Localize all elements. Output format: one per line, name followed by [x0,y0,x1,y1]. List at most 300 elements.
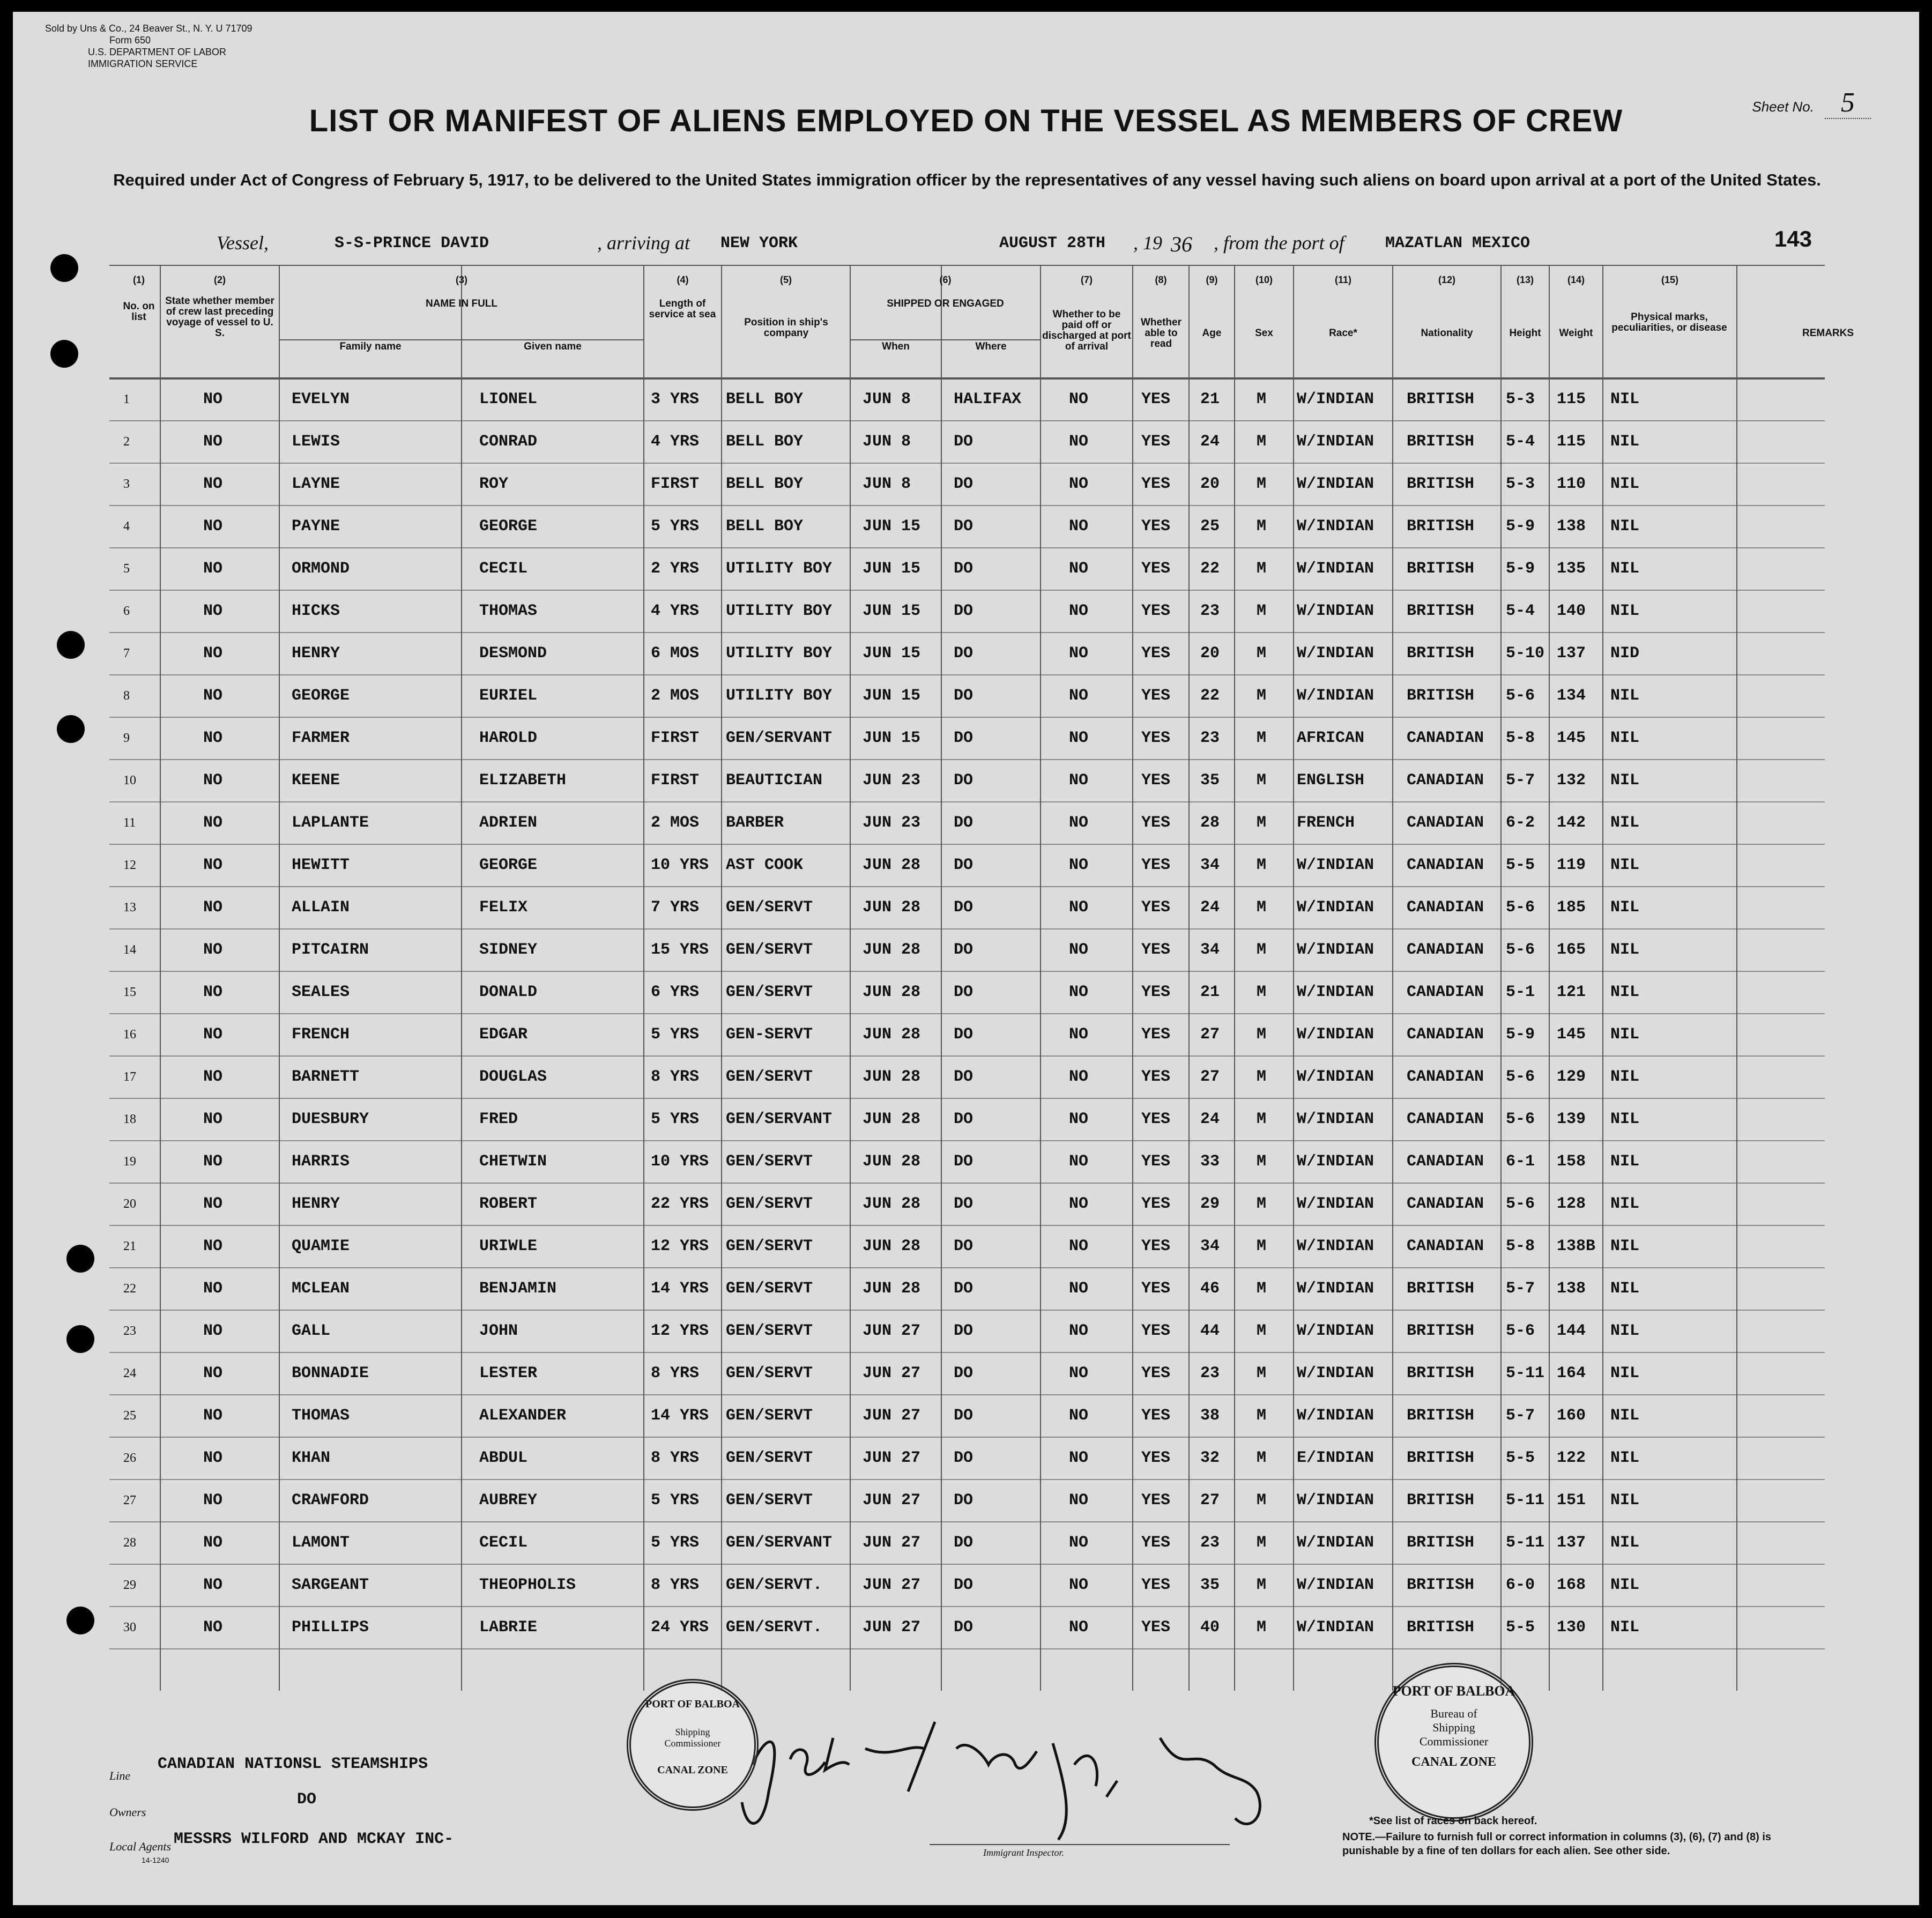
height-cell: 5-9 [1506,1025,1535,1044]
paid-off-cell: NO [1069,1491,1089,1510]
family-name-cell: HARRIS [292,1153,350,1171]
height-cell: 5-7 [1506,771,1535,790]
row-number: 5 [123,562,130,576]
shipped-when-cell: JUN 28 [863,1237,921,1255]
previous-voyage-cell: NO [203,1068,223,1086]
shipped-where-cell: DO [954,1280,974,1298]
paid-off-cell: NO [1069,814,1089,832]
binder-hole [50,340,78,368]
service-cell: 8 YRS [651,1364,700,1382]
height-cell: 5-8 [1506,729,1535,747]
marks-cell: NIL [1610,687,1640,705]
sex-cell: M [1257,941,1267,959]
age-cell: 22 [1200,560,1220,578]
age-cell: 35 [1200,771,1220,790]
table-row [109,1014,1825,1056]
family-name-cell: BONNADIE [292,1364,369,1382]
given-name-cell: ALEXANDER [479,1407,567,1425]
row-number: 24 [123,1366,136,1380]
paid-off-cell: NO [1069,1364,1089,1382]
weight-cell: 138B [1557,1237,1596,1255]
manifest-sheet [13,12,1919,1905]
position-cell: GEN/SERVT [726,1237,813,1255]
weight-cell: 145 [1557,1025,1586,1044]
shipped-when-cell: JUN 8 [863,390,911,408]
previous-voyage-cell: NO [203,1618,223,1637]
shipped-where-cell: DO [954,1322,974,1340]
service-cell: 15 YRS [651,941,709,959]
able-to-read-cell: YES [1141,475,1171,493]
shipped-where-cell: DO [954,602,974,620]
given-name-cell: FRED [479,1110,518,1128]
line-value: CANADIAN NATIONSL STEAMSHIPS [158,1755,428,1773]
shipped-where-cell: DO [954,1449,974,1467]
shipped-where-cell: DO [954,1153,974,1171]
previous-voyage-cell: NO [203,1491,223,1510]
shipped-when-cell: JUN 27 [863,1322,921,1340]
age-cell: 44 [1200,1322,1220,1340]
paid-off-cell: NO [1069,856,1089,874]
vessel-name: S-S-PRINCE DAVID [335,234,489,252]
shipped-where-cell: DO [954,856,974,874]
height-cell: 5-8 [1506,1237,1535,1255]
able-to-read-cell: YES [1141,687,1171,705]
age-cell: 23 [1200,602,1220,620]
height-cell: 5-11 [1506,1491,1545,1510]
weight-cell: 158 [1557,1153,1586,1171]
weight-cell: 130 [1557,1618,1586,1637]
row-number: 12 [123,858,136,872]
shipped-when-cell: JUN 28 [863,1280,921,1298]
sex-cell: M [1257,898,1267,917]
header-where: Where [975,341,1007,352]
stamp-text: CANAL ZONE [657,1764,728,1776]
given-name-cell: LIONEL [479,390,538,408]
sex-cell: M [1257,1576,1267,1594]
family-name-cell: FRENCH [292,1025,350,1044]
stamp-text: Bureau of [1430,1707,1477,1720]
table-row [109,1310,1825,1352]
given-name-cell: ELIZABETH [479,771,567,790]
table-row [109,929,1825,971]
able-to-read-cell: YES [1141,1025,1171,1044]
shipped-when-cell: JUN 15 [863,687,921,705]
race-cell: W/INDIAN [1297,602,1374,620]
age-cell: 24 [1200,1110,1220,1128]
given-name-cell: CECIL [479,1534,528,1552]
able-to-read-cell: YES [1141,898,1171,917]
service-cell: FIRST [651,475,700,493]
paid-off-cell: NO [1069,687,1089,705]
position-cell: GEN/SERVT [726,1364,813,1382]
marks-cell: NIL [1610,475,1640,493]
stamp-text: PORT OF BALBOA [645,1698,740,1710]
nationality-cell: BRITISH [1407,1534,1475,1552]
previous-voyage-cell: NO [203,1237,223,1255]
position-cell: GEN/SERVT [726,1068,813,1086]
owners-label: Owners [109,1805,146,1819]
given-name-cell: ROBERT [479,1195,538,1213]
col-num: (10) [1255,274,1273,285]
able-to-read-cell: YES [1141,433,1171,451]
previous-voyage-cell: NO [203,941,223,959]
weight-cell: 144 [1557,1322,1586,1340]
given-name-cell: AUBREY [479,1491,538,1510]
nationality-cell: CANADIAN [1407,729,1484,747]
family-name-cell: QUAMIE [292,1237,350,1255]
family-name-cell: BARNETT [292,1068,360,1086]
age-cell: 40 [1200,1618,1220,1637]
height-cell: 5-3 [1506,390,1535,408]
marks-cell: NIL [1610,983,1640,1001]
family-name-cell: LAMONT [292,1534,350,1552]
shipped-where-cell: DO [954,1237,974,1255]
able-to-read-cell: YES [1141,1237,1171,1255]
family-name-cell: THOMAS [292,1407,350,1425]
race-cell: W/INDIAN [1297,1322,1374,1340]
able-to-read-cell: YES [1141,1110,1171,1128]
service-cell: 5 YRS [651,1025,700,1044]
marks-cell: NIL [1610,517,1640,536]
shipped-when-cell: JUN 28 [863,856,921,874]
nationality-cell: BRITISH [1407,602,1475,620]
weight-cell: 128 [1557,1195,1586,1213]
table-row [109,1480,1825,1522]
page-title: LIST OR MANIFEST OF ALIENS EMPLOYED ON THE VESSEL AS MEMBERS OF CREW [309,103,1623,138]
paid-off-cell: NO [1069,1110,1089,1128]
marks-cell: NIL [1610,1195,1640,1213]
family-name-cell: FARMER [292,729,350,747]
row-number: 9 [123,731,130,745]
sex-cell: M [1257,517,1267,536]
family-name-cell: PAYNE [292,517,340,536]
nationality-cell: BRITISH [1407,1491,1475,1510]
able-to-read-cell: YES [1141,1576,1171,1594]
age-cell: 23 [1200,729,1220,747]
race-cell: W/INDIAN [1297,433,1374,451]
marks-cell: NIL [1610,1153,1640,1171]
previous-voyage-cell: NO [203,390,223,408]
service-cell: 8 YRS [651,1576,700,1594]
row-number: 6 [123,604,130,618]
service-cell: 24 YRS [651,1618,709,1637]
service-cell: 2 MOS [651,814,700,832]
table-row [109,548,1825,590]
paid-off-cell: NO [1069,1195,1089,1213]
nationality-cell: BRITISH [1407,644,1475,663]
table-row [109,378,1825,421]
nationality-cell: CANADIAN [1407,814,1484,832]
able-to-read-cell: YES [1141,1534,1171,1552]
given-name-cell: CECIL [479,560,528,578]
service-cell: 8 YRS [651,1449,700,1467]
height-cell: 5-9 [1506,560,1535,578]
given-name-cell: HAROLD [479,729,538,747]
shipped-where-cell: DO [954,941,974,959]
height-cell: 5-6 [1506,687,1535,705]
service-cell: 14 YRS [651,1407,709,1425]
weight-cell: 122 [1557,1449,1586,1467]
row-number: 15 [123,985,136,999]
family-name-cell: PHILLIPS [292,1618,369,1637]
row-number: 23 [123,1324,136,1338]
height-cell: 5-6 [1506,941,1535,959]
row-number: 11 [123,816,136,830]
previous-voyage-cell: NO [203,433,223,451]
race-cell: W/INDIAN [1297,687,1374,705]
nationality-cell: BRITISH [1407,1322,1475,1340]
height-cell: 6-2 [1506,814,1535,832]
marks-cell: NIL [1610,1407,1640,1425]
given-name-cell: LABRIE [479,1618,538,1637]
able-to-read-cell: YES [1141,1322,1171,1340]
stamp-text: Shipping [1432,1721,1475,1734]
table-row [109,1437,1825,1480]
weight-cell: 132 [1557,771,1586,790]
family-name-cell: SARGEANT [292,1576,369,1594]
height-cell: 5-6 [1506,1195,1535,1213]
row-number: 17 [123,1070,136,1084]
table-row [109,1268,1825,1310]
table-row [109,1141,1825,1183]
sex-cell: M [1257,560,1267,578]
given-name-cell: JOHN [479,1322,518,1340]
age-cell: 22 [1200,687,1220,705]
shipped-where-cell: DO [954,644,974,663]
shipped-where-cell: DO [954,1534,974,1552]
race-cell: W/INDIAN [1297,1110,1374,1128]
race-cell: W/INDIAN [1297,856,1374,874]
shipped-when-cell: JUN 28 [863,1153,921,1171]
table-row [109,633,1825,675]
position-cell: UTILITY BOY [726,644,833,663]
row-number: 18 [123,1112,136,1126]
header-position: Position in ship's company [744,317,828,339]
nationality-cell: CANADIAN [1407,1025,1484,1044]
marks-cell: NIL [1610,1280,1640,1298]
row-number: 26 [123,1451,136,1465]
table-row [109,844,1825,887]
paid-off-cell: NO [1069,1534,1089,1552]
height-cell: 5-11 [1506,1534,1545,1552]
weight-cell: 160 [1557,1407,1586,1425]
previous-voyage-cell: NO [203,771,223,790]
shipped-where-cell: HALIFAX [954,390,1022,408]
race-cell: W/INDIAN [1297,1364,1374,1382]
marks-cell: NIL [1610,1110,1640,1128]
family-name-cell: ORMOND [292,560,350,578]
table-row [109,1607,1825,1649]
weight-cell: 165 [1557,941,1586,959]
sex-cell: M [1257,390,1267,408]
service-cell: 5 YRS [651,1534,700,1552]
nationality-cell: BRITISH [1407,1364,1475,1382]
row-number: 22 [123,1282,136,1296]
col-num: (5) [780,274,792,285]
family-name-cell: LAPLANTE [292,814,369,832]
height-cell: 5-1 [1506,983,1535,1001]
agents-value: MESSRS WILFORD AND MCKAY INC- [174,1830,454,1848]
given-name-cell: GEORGE [479,856,538,874]
table-row [109,1225,1825,1268]
family-name-cell: HENRY [292,644,340,663]
given-name-cell: DOUGLAS [479,1068,547,1086]
row-number: 2 [123,435,130,449]
age-cell: 32 [1200,1449,1220,1467]
previous-voyage-cell: NO [203,1449,223,1467]
marks-cell: NIL [1610,1237,1640,1255]
col-num: (7) [1081,274,1093,285]
weight-cell: 168 [1557,1576,1586,1594]
position-cell: UTILITY BOY [726,687,833,705]
paid-off-cell: NO [1069,729,1089,747]
marks-cell: NID [1610,644,1640,663]
shipped-when-cell: JUN 15 [863,729,921,747]
table-row [109,421,1825,463]
sex-cell: M [1257,1364,1267,1382]
row-number: 14 [123,943,136,957]
race-cell: W/INDIAN [1297,1237,1374,1255]
marks-cell: NIL [1610,1534,1640,1552]
shipped-when-cell: JUN 28 [863,1195,921,1213]
race-cell: W/INDIAN [1297,1068,1374,1086]
race-cell: W/INDIAN [1297,1618,1374,1637]
row-number: 28 [123,1536,136,1550]
paid-off-cell: NO [1069,1407,1089,1425]
race-cell: W/INDIAN [1297,1576,1374,1594]
height-cell: 5-3 [1506,475,1535,493]
marks-cell: NIL [1610,1449,1640,1467]
able-to-read-cell: YES [1141,1407,1171,1425]
previous-voyage-cell: NO [203,898,223,917]
position-cell: GEN/SERVANT [726,729,833,747]
paid-off-cell: NO [1069,1153,1089,1171]
header-sex: Sex [1255,328,1273,339]
vessel-label: Vessel, [217,232,269,254]
able-to-read-cell: YES [1141,1618,1171,1637]
shipped-when-cell: JUN 28 [863,1025,921,1044]
position-cell: BELL BOY [726,433,804,451]
race-cell: W/INDIAN [1297,390,1374,408]
previous-voyage-cell: NO [203,602,223,620]
given-name-cell: FELIX [479,898,528,917]
row-number: 21 [123,1239,136,1253]
col-num: (13) [1516,274,1534,285]
table-row [109,887,1825,929]
nationality-cell: BRITISH [1407,517,1475,536]
given-name-cell: CHETWIN [479,1153,547,1171]
nationality-cell: CANADIAN [1407,1195,1484,1213]
col-num: (1) [133,274,145,285]
row-number: 16 [123,1028,136,1042]
shipped-where-cell: DO [954,1618,974,1637]
race-cell: W/INDIAN [1297,1195,1374,1213]
header-weight: Weight [1559,328,1593,339]
header-no: No. on list [123,301,155,323]
service-cell: 5 YRS [651,1491,700,1510]
paid-off-cell: NO [1069,644,1089,663]
nationality-cell: CANADIAN [1407,983,1484,1001]
paid-off-cell: NO [1069,1576,1089,1594]
header-race: Race* [1329,328,1357,339]
stamp-text: Shipping [675,1727,710,1737]
col-num: (11) [1334,274,1352,285]
weight-cell: 142 [1557,814,1586,832]
nationality-cell: BRITISH [1407,1576,1475,1594]
age-cell: 21 [1200,390,1220,408]
binder-hole [66,1325,94,1353]
marks-cell: NIL [1610,856,1640,874]
marks-cell: NIL [1610,941,1640,959]
able-to-read-cell: YES [1141,1280,1171,1298]
shipped-when-cell: JUN 27 [863,1534,921,1552]
departure-port: MAZATLAN MEXICO [1385,234,1530,252]
shipped-where-cell: DO [954,517,974,536]
position-cell: GEN/SERVANT [726,1110,833,1128]
shipped-where-cell: DO [954,898,974,917]
header-nationality: Nationality [1421,328,1473,339]
weight-cell: 129 [1557,1068,1586,1086]
weight-cell: 138 [1557,517,1586,536]
age-cell: 25 [1200,517,1220,536]
race-cell: W/INDIAN [1297,644,1374,663]
service-cell: 22 YRS [651,1195,709,1213]
family-name-cell: CRAWFORD [292,1491,369,1510]
sex-cell: M [1257,1407,1267,1425]
position-cell: AST COOK [726,856,804,874]
previous-voyage-cell: NO [203,856,223,874]
position-cell: BELL BOY [726,390,804,408]
height-cell: 5-7 [1506,1280,1535,1298]
able-to-read-cell: YES [1141,814,1171,832]
shipped-when-cell: JUN 28 [863,941,921,959]
row-number: 8 [123,689,130,703]
printer-line: Sold by Uns & Co., 24 Beaver St., N. Y. U 71709 [45,23,252,34]
given-name-cell: THOMAS [479,602,538,620]
weight-cell: 115 [1557,390,1586,408]
position-cell: GEN/SERVANT [726,1534,833,1552]
position-cell: GEN/SERVT [726,1195,813,1213]
header-shipped: SHIPPED OR ENGAGED [887,298,1004,309]
position-cell: GEN/SERVT [726,1153,813,1171]
previous-voyage-cell: NO [203,814,223,832]
binder-hole [57,631,85,659]
nationality-cell: CANADIAN [1407,941,1484,959]
previous-voyage-cell: NO [203,1364,223,1382]
position-cell: BARBER [726,814,784,832]
height-cell: 5-9 [1506,517,1535,536]
given-name-cell: DONALD [479,983,538,1001]
previous-voyage-cell: NO [203,1025,223,1044]
race-cell: W/INDIAN [1297,1407,1374,1425]
race-cell: W/INDIAN [1297,560,1374,578]
paid-off-cell: NO [1069,475,1089,493]
race-cell: W/INDIAN [1297,1280,1374,1298]
shipped-where-cell: DO [954,729,974,747]
nationality-cell: BRITISH [1407,560,1475,578]
agents-label: Local Agents [109,1840,172,1853]
sex-cell: M [1257,644,1267,663]
position-cell: GEN/SERVT. [726,1618,823,1637]
weight-cell: 119 [1557,856,1586,874]
age-cell: 34 [1200,1237,1220,1255]
height-cell: 5-5 [1506,1618,1535,1637]
sex-cell: M [1257,475,1267,493]
race-cell: AFRICAN [1297,729,1365,747]
nationality-cell: CANADIAN [1407,898,1484,917]
shipped-when-cell: JUN 27 [863,1364,921,1382]
nationality-cell: BRITISH [1407,1280,1475,1298]
